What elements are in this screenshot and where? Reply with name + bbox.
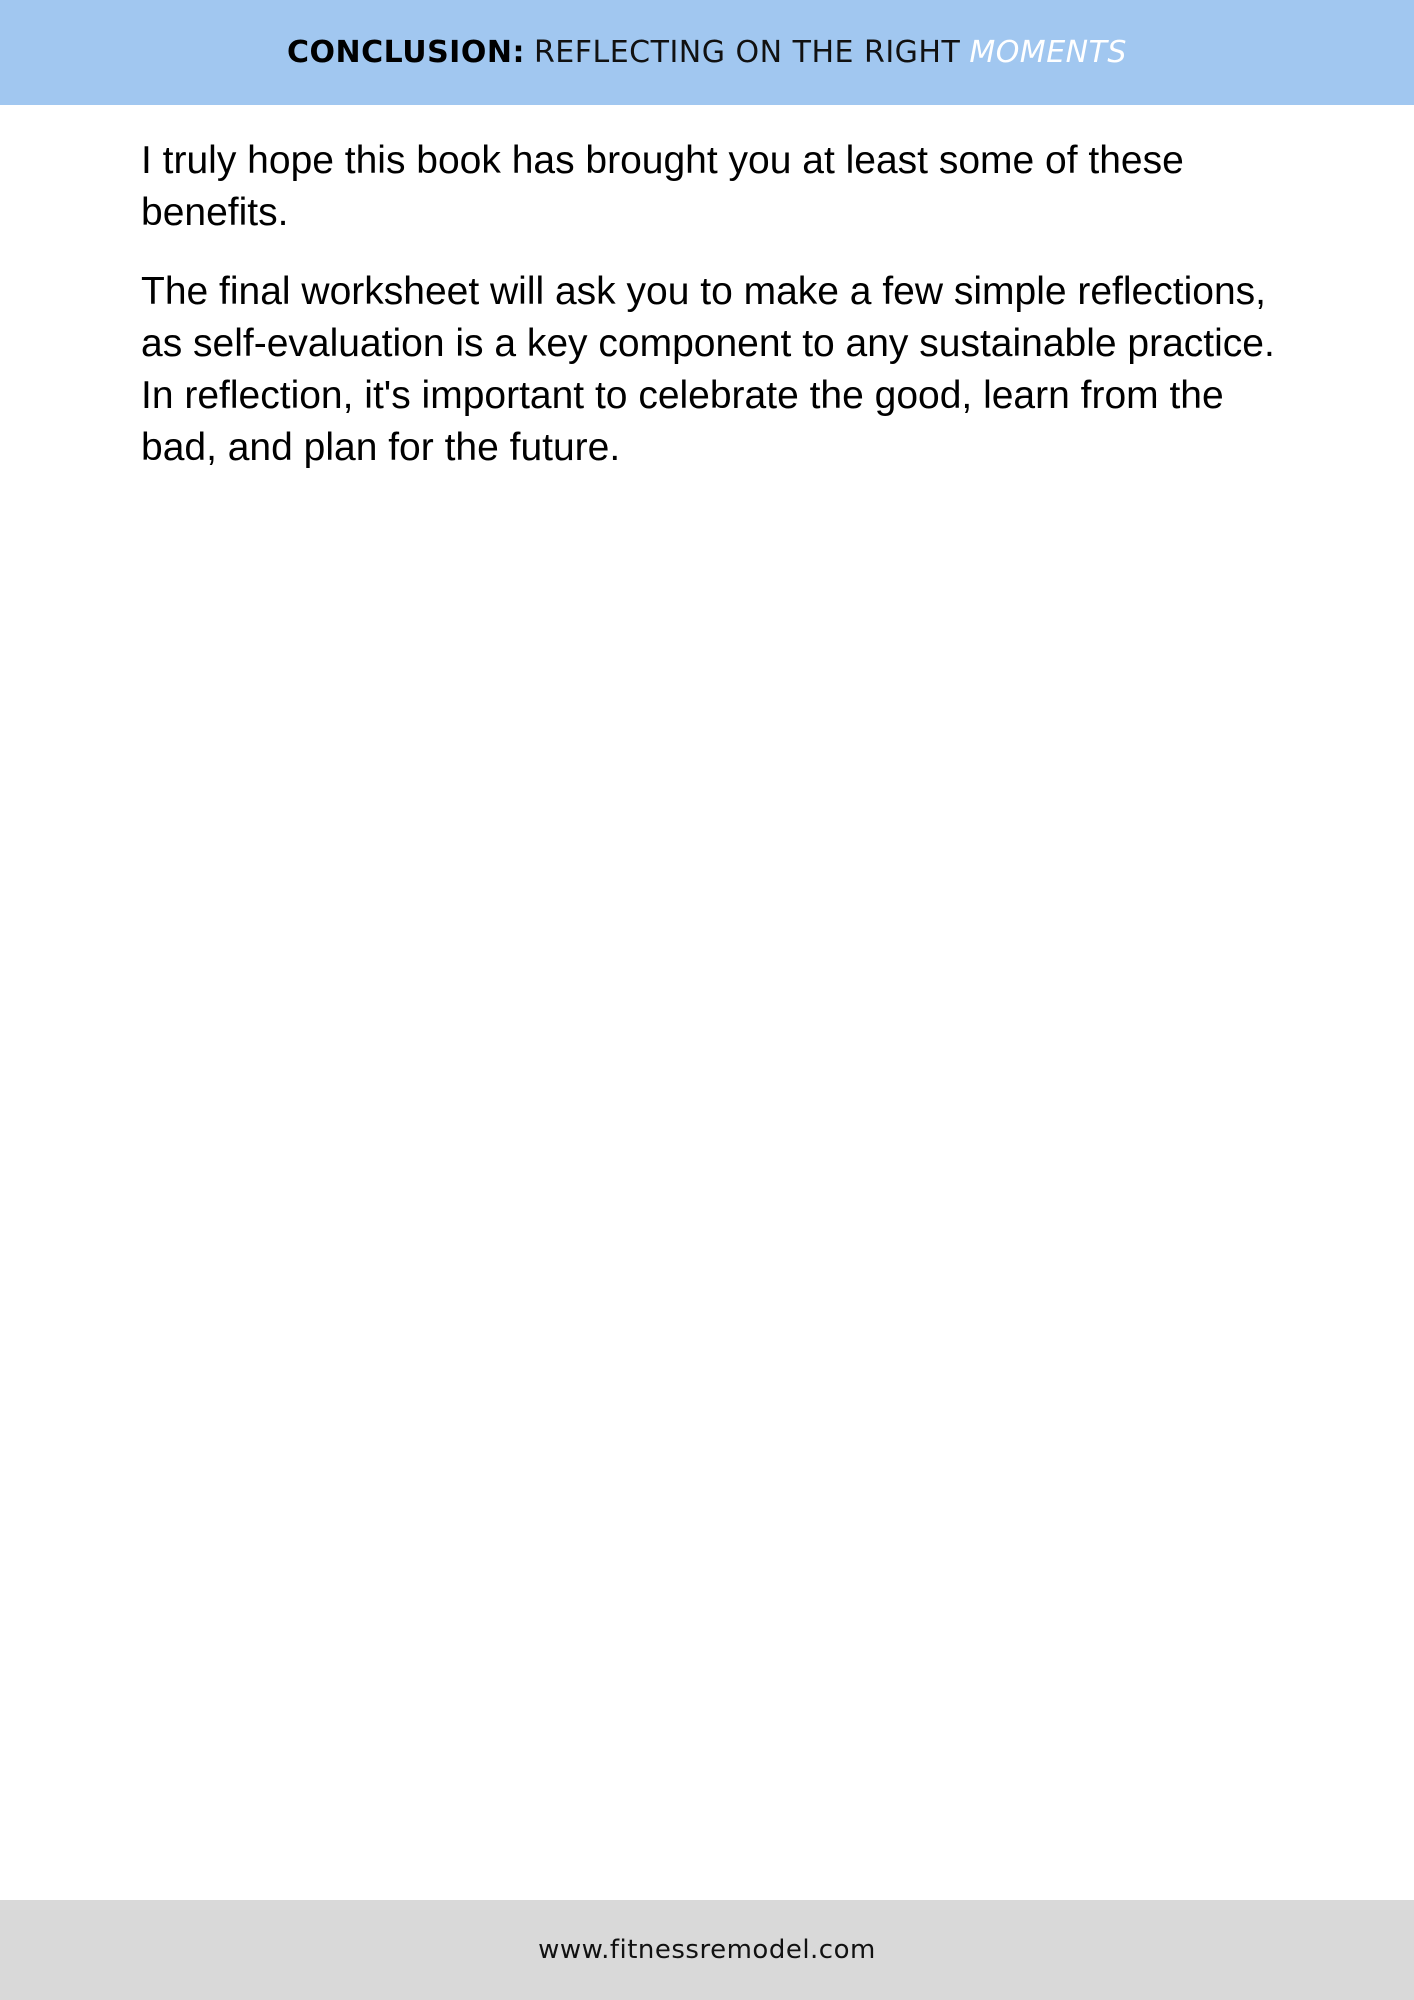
footer-website: www.fitnessremodel.com <box>538 1935 876 1965</box>
paragraph: The final worksheet will ask you to make a few simple reflections, as self-evaluation is a key component to any sustainable practice. In reflection, it's important to celebrate the good, learn from the bad, and plan for the future. <box>141 270 1275 469</box>
paragraph: I truly hope this book has brought you at least some of these benefits. <box>141 139 1184 234</box>
body-text <box>141 135 1281 501</box>
header-title-accent: MOMENTS <box>969 35 1127 70</box>
footer-banner <box>0 1900 1414 2000</box>
header-banner <box>0 0 1414 105</box>
header-title-main: REFLECTING ON THE RIGHT <box>533 35 961 70</box>
header-title-lead: CONCLUSION: <box>287 35 525 70</box>
